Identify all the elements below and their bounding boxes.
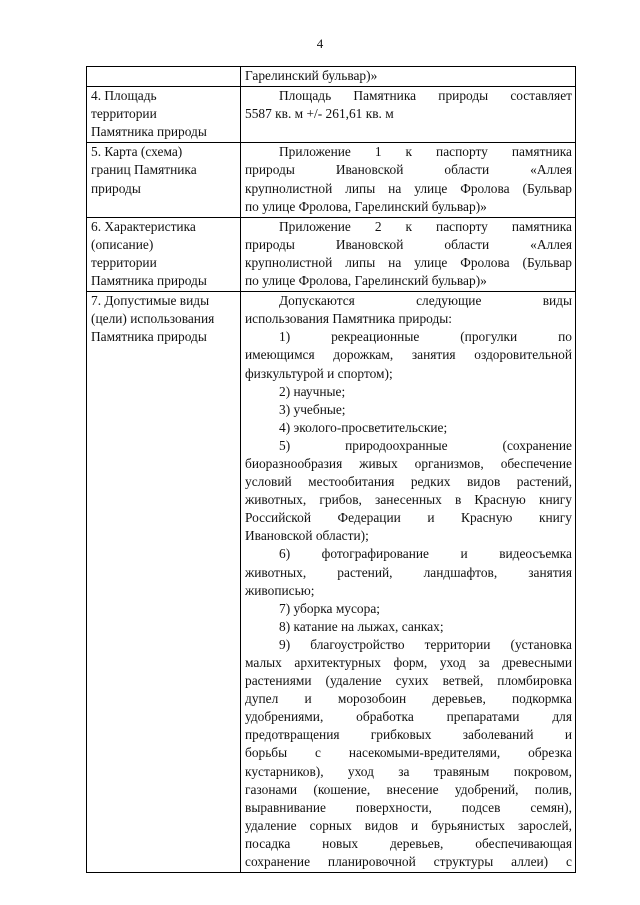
label-line: 6. Характеристика <box>91 218 196 234</box>
value-line: Приложение 1 к паспорту памятника <box>279 144 572 160</box>
passport-table <box>86 66 576 873</box>
label-line: территории <box>91 106 157 122</box>
value-line: малых архитектурных форм, уход за древесными <box>245 655 572 670</box>
value-line: по улице Фролова, Гарелинский бульвар)» <box>245 273 487 289</box>
row-value-cell <box>241 292 576 873</box>
row-value-cell <box>241 87 576 143</box>
value-line: условий местообитания редких видов растений, <box>245 474 572 490</box>
row-label-cell <box>87 67 241 87</box>
value-line: 3) учебные; <box>279 401 346 417</box>
label-line: Памятника природы <box>91 329 207 345</box>
value-line: природы Ивановской области «Аллея <box>245 236 572 252</box>
value-line: крупнолистной липы на улице Фролова (Бульвар <box>245 254 572 270</box>
value-line: Площадь Памятника природы составляет <box>279 88 572 104</box>
value-line: дупел и морозобоин деревьев, подкормка <box>245 691 572 707</box>
value-line: физкультурой и спортом); <box>245 365 393 381</box>
table-row <box>87 143 576 217</box>
value-line: 2) научные; <box>279 383 346 399</box>
label-line: 5. Карта (схема) <box>91 144 183 160</box>
value-line: Ивановской области); <box>245 528 369 544</box>
value-line: выравнивание поверхности, подсев семян), <box>245 799 572 815</box>
value-line: по улице Фролова, Гарелинский бульвар)» <box>245 198 487 214</box>
value-line: 1) рекреационные (прогулки по <box>279 329 572 345</box>
value-line: 7) уборка мусора; <box>279 600 380 616</box>
label-line: 4. Площадь <box>91 88 157 104</box>
table-row <box>87 217 576 291</box>
value-line: предотвращения грибковых заболеваний и <box>245 727 572 743</box>
value-line: животных, грибов, занесенных в Красную книгу <box>245 492 572 508</box>
row-value-cell <box>241 143 576 217</box>
value-line: имеющимся дорожкам, занятия оздоровительной <box>245 347 572 363</box>
table-row <box>87 292 576 873</box>
label-line: Памятника природы <box>91 273 207 289</box>
value-line: живописью; <box>245 582 315 598</box>
value-line: удобрениями, обработка препаратами для <box>245 709 572 725</box>
value-line: сохранение планировочной структуры аллеи) с <box>245 854 572 870</box>
value-line: 9) благоустройство территории (установка <box>279 636 572 652</box>
row-label-cell <box>87 292 241 873</box>
value-line: Российской Федерации и Красную книгу <box>245 510 572 526</box>
label-line: территории <box>91 254 157 270</box>
label-line: 7. Допустимые виды <box>91 293 210 309</box>
table-row <box>87 67 576 87</box>
value-line: 8) катание на лыжах, санках; <box>279 618 444 634</box>
value-line: животных, растений, ландшафтов, занятия <box>245 564 572 580</box>
value-line: биоразнообразия живых организмов, обеспечение <box>245 455 572 471</box>
value-line: использования Памятника природы: <box>245 311 453 327</box>
value-line: кустарников), уход за травяным покровом, <box>245 763 572 779</box>
value-line: 6) фотографирование и видеосъемка <box>279 546 572 562</box>
row-label-cell <box>87 143 241 217</box>
value-line: посадка новых деревьев, обеспечивающая <box>245 835 572 851</box>
value-line: Приложение 2 к паспорту памятника <box>279 218 572 234</box>
value-line: 5587 кв. м +/- 261,61 кв. м <box>245 106 394 122</box>
table-row <box>87 87 576 143</box>
value-line: газонами (кошение, внесение удобрений, полив, <box>245 781 572 797</box>
passport-table-body <box>87 67 576 873</box>
value-line: 5) природоохранные (сохранение <box>279 437 572 453</box>
value-line: Гарелинский бульвар)» <box>245 68 378 83</box>
row-value-cell <box>241 217 576 291</box>
label-line: Памятника природы <box>91 124 207 140</box>
value-line: крупнолистной липы на улице Фролова (Бульвар <box>245 180 572 196</box>
label-line: границ Памятника <box>91 162 197 178</box>
value-line: Допускаются следующие виды <box>279 293 572 309</box>
row-value-cell <box>241 67 576 87</box>
value-line: удаление сорных видов и бурьянистых зарослей, <box>245 817 572 833</box>
label-line: (цели) использования <box>91 311 215 327</box>
row-label-cell <box>87 87 241 143</box>
value-line: растениями (удаление сухих ветвей, пломбировка <box>245 673 572 689</box>
value-line: природы Ивановской области «Аллея <box>245 162 572 178</box>
label-line: (описание) <box>91 236 154 252</box>
value-line: 4) эколого-просветительские; <box>279 419 448 435</box>
value-line: борьбы с насекомыми-вредителями, обрезка <box>245 745 572 761</box>
row-label-cell <box>87 217 241 291</box>
page-number: 4 <box>316 36 324 51</box>
label-line: природы <box>91 180 141 196</box>
